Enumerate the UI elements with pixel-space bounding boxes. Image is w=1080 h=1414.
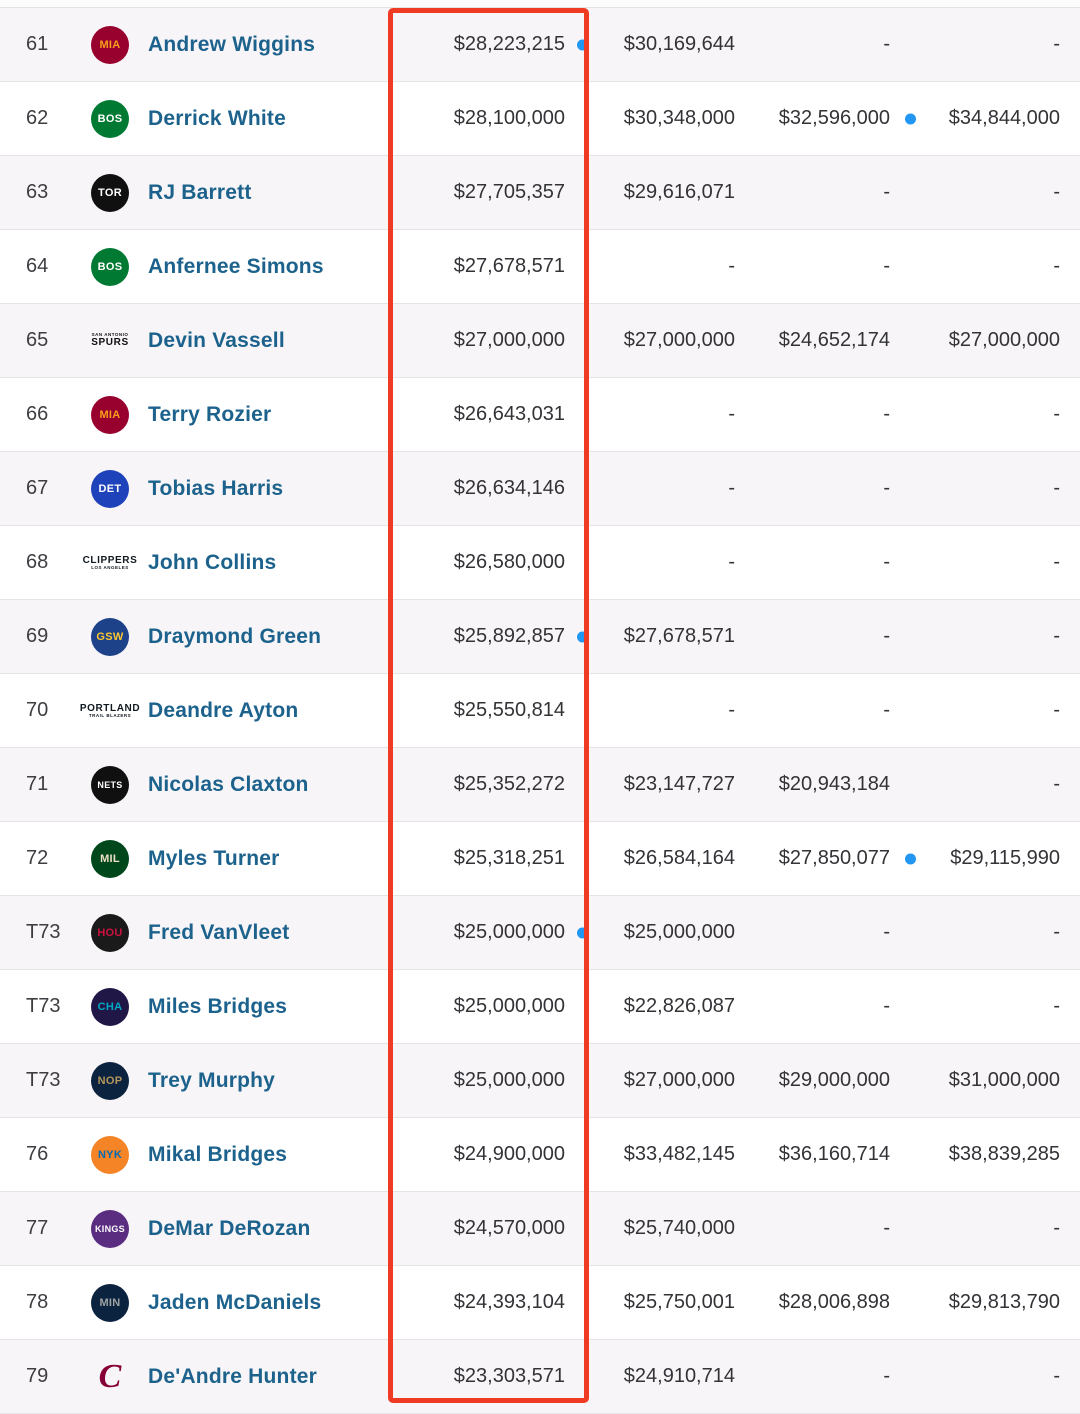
player-option-dot-icon: [577, 39, 588, 50]
salary-cell-year-3: [735, 847, 890, 870]
table-row: [0, 156, 1080, 230]
salary-cell-year-3: [735, 1143, 890, 1166]
team-logo-cell: [88, 840, 132, 878]
player-name-link[interactable]: Andrew Wiggins: [148, 32, 316, 56]
salary-cell-year-2: [588, 1069, 735, 1092]
rank-cell: 69: [26, 625, 49, 647]
salary-cell-year-2: [588, 551, 735, 574]
boston-celtics-logo: BOS: [91, 248, 129, 286]
salary-value: $29,115,990: [950, 847, 1060, 869]
table-row: [0, 1044, 1080, 1118]
team-logo-cell: [88, 988, 132, 1026]
salary-value: $31,000,000: [948, 1069, 1060, 1091]
salary-value: $25,000,000: [453, 921, 565, 943]
salary-value: $26,634,146: [453, 477, 565, 499]
salary-cell-year-3: [735, 773, 890, 796]
salary-cell-year-1: [388, 181, 588, 204]
salary-cell-year-1: [388, 33, 588, 56]
team-logo-cell: [88, 914, 132, 952]
team-logo-cell: [88, 1136, 132, 1174]
salary-value: -: [883, 921, 890, 943]
rank-cell: 78: [26, 1291, 49, 1313]
salary-value: $25,352,272: [453, 773, 565, 795]
rank-cell: 64: [26, 255, 49, 277]
detroit-pistons-logo: DET: [91, 470, 129, 508]
salary-cell-year-4: [890, 1291, 1060, 1314]
salary-cell-year-1: [388, 699, 588, 722]
houston-rockets-logo: HOU: [91, 914, 129, 952]
salary-cell-year-1: [388, 107, 588, 130]
salary-value: -: [883, 995, 890, 1017]
salary-cell-year-1: [388, 1069, 588, 1092]
salary-cell-year-1: [388, 329, 588, 352]
salary-value: $23,303,571: [453, 1365, 565, 1387]
player-name-link[interactable]: RJ Barrett: [148, 180, 252, 204]
salary-cell-year-3: [735, 921, 890, 944]
salary-value: $26,643,031: [453, 403, 565, 425]
rank-cell: 77: [26, 1217, 49, 1239]
salary-cell-year-4: [890, 255, 1060, 278]
minnesota-timberwolves-logo: MIN: [91, 1284, 129, 1322]
player-option-dot-icon: [905, 113, 916, 124]
salary-value: -: [883, 699, 890, 721]
player-name-link[interactable]: De'Andre Hunter: [148, 1364, 318, 1388]
salary-value: -: [1053, 773, 1060, 795]
team-logo-cell: [88, 26, 132, 64]
salary-value: -: [1053, 1217, 1060, 1239]
salary-value: $25,892,857: [453, 625, 565, 647]
rank-cell: 63: [26, 181, 49, 203]
salary-value: $27,850,077: [778, 847, 890, 869]
salary-value: $24,652,174: [778, 329, 890, 351]
miami-heat-logo: MIA: [91, 26, 129, 64]
salary-value: -: [728, 551, 735, 573]
salary-value: $36,160,714: [778, 1143, 890, 1165]
salary-cell-year-3: [735, 403, 890, 426]
player-name-link[interactable]: Derrick White: [148, 106, 286, 130]
player-name-link[interactable]: John Collins: [148, 550, 277, 574]
salary-value: -: [1053, 921, 1060, 943]
portland-trail-blazers-logo: PORTLAND TRAIL BLAZERS: [79, 702, 141, 718]
salary-value: -: [883, 255, 890, 277]
boston-celtics-logo: BOS: [91, 100, 129, 138]
salary-cell-year-4: [890, 625, 1060, 648]
salary-value: $25,000,000: [453, 995, 565, 1017]
la-clippers-logo: CLIPPERS LOS ANGELES: [82, 554, 138, 570]
player-name-link[interactable]: Terry Rozier: [148, 402, 272, 426]
salary-value: -: [728, 403, 735, 425]
player-name-link[interactable]: DeMar DeRozan: [148, 1216, 311, 1240]
player-name-link[interactable]: Nicolas Claxton: [148, 772, 309, 796]
table-row: [0, 1340, 1080, 1414]
salary-value: $29,813,790: [948, 1291, 1060, 1313]
salary-value: -: [1053, 625, 1060, 647]
salary-cell-year-2: [588, 773, 735, 796]
player-option-dot-icon: [577, 927, 588, 938]
player-name-link[interactable]: Tobias Harris: [148, 476, 284, 500]
salary-value: -: [883, 1217, 890, 1239]
salary-cell-year-4: [890, 1217, 1060, 1240]
table-row: [0, 8, 1080, 82]
salary-cell-year-4: [890, 1365, 1060, 1388]
salary-value: -: [1053, 33, 1060, 55]
salary-value: -: [1053, 699, 1060, 721]
table-row: [0, 600, 1080, 674]
salary-value: $30,169,644: [623, 33, 735, 55]
player-name-link[interactable]: Devin Vassell: [148, 328, 285, 352]
salary-cell-year-2: [588, 181, 735, 204]
salary-value: -: [1053, 551, 1060, 573]
table-row: [0, 970, 1080, 1044]
table-row: [0, 452, 1080, 526]
team-logo-cell: [88, 100, 132, 138]
salary-cell-year-2: [588, 847, 735, 870]
salary-value: $32,596,000: [778, 107, 890, 129]
salary-cell-year-3: [735, 1217, 890, 1240]
sacramento-kings-logo: KINGS: [91, 1210, 129, 1248]
salary-cell-year-2: [588, 625, 735, 648]
rank-cell: T73: [26, 995, 61, 1017]
table-row: [0, 378, 1080, 452]
salary-value: -: [883, 33, 890, 55]
salary-value: $27,705,357: [453, 181, 565, 203]
rank-cell: 79: [26, 1365, 49, 1387]
salary-cell-year-4: [890, 181, 1060, 204]
salary-value: $34,844,000: [948, 107, 1060, 129]
salary-cell-year-1: [388, 773, 588, 796]
salary-cell-year-1: [388, 847, 588, 870]
player-option-dot-icon: [905, 853, 916, 864]
team-logo-cell: [88, 1062, 132, 1100]
salary-value: -: [1053, 403, 1060, 425]
salary-cell-year-1: [388, 1217, 588, 1240]
player-name-link[interactable]: Miles Bridges: [148, 994, 288, 1018]
player-name-link[interactable]: Draymond Green: [148, 624, 322, 648]
salary-cell-year-3: [735, 1069, 890, 1092]
salary-value: -: [728, 699, 735, 721]
salary-cell-year-1: [388, 551, 588, 574]
rank-cell: 71: [26, 773, 49, 795]
salary-value: $30,348,000: [623, 107, 735, 129]
salary-cell-year-3: [735, 255, 890, 278]
salary-cell-year-1: [388, 1291, 588, 1314]
salary-value: $23,147,727: [623, 773, 735, 795]
salary-cell-year-4: [890, 699, 1060, 722]
table-row: [0, 1118, 1080, 1192]
charlotte-hornets-logo: CHA: [91, 988, 129, 1026]
salary-cell-year-2: [588, 921, 735, 944]
salary-cell-year-2: [588, 477, 735, 500]
salary-value: -: [1053, 995, 1060, 1017]
team-logo-cell: [82, 554, 138, 571]
table-row: [0, 896, 1080, 970]
salary-cell-year-2: [588, 995, 735, 1018]
salary-table: [0, 8, 1080, 1414]
salary-cell-year-1: [388, 921, 588, 944]
team-logo-cell: [88, 1210, 132, 1248]
salary-value: $24,393,104: [453, 1291, 565, 1313]
salary-cell-year-4: [890, 477, 1060, 500]
salary-value: $27,678,571: [623, 625, 735, 647]
team-logo-cell: [88, 618, 132, 656]
team-logo-cell: [88, 396, 132, 434]
salary-value: $27,000,000: [948, 329, 1060, 351]
salary-cell-year-4: [890, 33, 1060, 56]
salary-cell-year-2: [588, 699, 735, 722]
salary-value: -: [883, 403, 890, 425]
salary-value: $26,580,000: [453, 551, 565, 573]
table-row: [0, 1266, 1080, 1340]
salary-value: -: [1053, 181, 1060, 203]
player-name-link[interactable]: Mikal Bridges: [148, 1142, 288, 1166]
salary-value: $22,826,087: [623, 995, 735, 1017]
rank-cell: 65: [26, 329, 49, 351]
previous-row-sliver: [0, 0, 1080, 8]
salary-value: -: [1053, 255, 1060, 277]
team-logo-cell: [88, 1284, 132, 1322]
salary-cell-year-2: [588, 33, 735, 56]
salary-cell-year-3: [735, 995, 890, 1018]
salary-cell-year-3: [735, 1291, 890, 1314]
rank-cell: 62: [26, 107, 49, 129]
table-row: [0, 82, 1080, 156]
salary-cell-year-3: [735, 33, 890, 56]
salary-cell-year-2: [588, 107, 735, 130]
table-row: [0, 230, 1080, 304]
player-name-link[interactable]: Fred VanVleet: [148, 920, 290, 944]
salary-value: -: [883, 477, 890, 499]
team-logo-cell: [88, 1357, 132, 1395]
salary-value: $24,570,000: [453, 1217, 565, 1239]
salary-value: $29,616,071: [623, 181, 735, 203]
salary-cell-year-4: [890, 403, 1060, 426]
rank-cell: 66: [26, 403, 49, 425]
rank-cell: 67: [26, 477, 49, 499]
toronto-raptors-logo: TOR: [91, 174, 129, 212]
salary-cell-year-4: [890, 1143, 1060, 1166]
salary-cell-year-4: [890, 773, 1060, 796]
salary-value: -: [883, 181, 890, 203]
salary-value: $29,000,000: [778, 1069, 890, 1091]
player-name-link[interactable]: Jaden McDaniels: [148, 1290, 322, 1314]
new-orleans-pelicans-logo: NOP: [91, 1062, 129, 1100]
salary-value: $25,740,000: [623, 1217, 735, 1239]
milwaukee-bucks-logo: MIL: [91, 840, 129, 878]
golden-state-warriors-logo: GSW: [91, 618, 129, 656]
table-row: [0, 304, 1080, 378]
team-logo-cell: [88, 333, 132, 349]
salary-cell-year-4: [890, 995, 1060, 1018]
player-option-dot-icon: [577, 631, 588, 642]
salary-value: $28,006,898: [778, 1291, 890, 1313]
salary-value: -: [1053, 477, 1060, 499]
salary-value: $27,000,000: [453, 329, 565, 351]
rank-cell: 70: [26, 699, 49, 721]
salary-cell-year-2: [588, 329, 735, 352]
salary-cell-year-3: [735, 477, 890, 500]
salary-cell-year-2: [588, 1217, 735, 1240]
team-logo-cell: [88, 766, 132, 804]
salary-value: $38,839,285: [948, 1143, 1060, 1165]
salary-cell-year-3: [735, 1365, 890, 1388]
table-row: [0, 526, 1080, 600]
salary-cell-year-3: [735, 551, 890, 574]
team-logo-cell: [79, 702, 141, 719]
new-york-knicks-logo: NYK: [91, 1136, 129, 1174]
rank-cell: T73: [26, 1069, 61, 1091]
rank-cell: T73: [26, 921, 61, 943]
salary-value: $26,584,164: [623, 847, 735, 869]
salary-value: $25,000,000: [623, 921, 735, 943]
salary-value: $27,000,000: [623, 329, 735, 351]
salary-value: -: [883, 551, 890, 573]
salary-cell-year-3: [735, 699, 890, 722]
salary-cell-year-1: [388, 477, 588, 500]
san-antonio-spurs-logo: SAN ANTONIO SPURS: [91, 331, 129, 349]
player-name-link[interactable]: Myles Turner: [148, 846, 280, 870]
cleveland-cavaliers-logo: C: [98, 1357, 122, 1395]
salary-cell-year-3: [735, 329, 890, 352]
brooklyn-nets-logo: NETS: [91, 766, 129, 804]
salary-value: $24,910,714: [623, 1365, 735, 1387]
salary-value: $25,000,000: [453, 1069, 565, 1091]
salary-cell-year-2: [588, 403, 735, 426]
salary-value: $33,482,145: [623, 1143, 735, 1165]
salary-cell-year-4: [890, 1069, 1060, 1092]
salary-cell-year-2: [588, 255, 735, 278]
salary-value: -: [728, 255, 735, 277]
rank-cell: 76: [26, 1143, 49, 1165]
player-name-link[interactable]: Deandre Ayton: [148, 698, 299, 722]
team-logo-cell: [88, 248, 132, 286]
salary-cell-year-4: [890, 107, 1060, 130]
miami-heat-logo: MIA: [91, 396, 129, 434]
salary-value: -: [1053, 1365, 1060, 1387]
salary-cell-year-4: [890, 847, 1060, 870]
salary-cell-year-3: [735, 181, 890, 204]
salary-cell-year-4: [890, 551, 1060, 574]
salary-cell-year-1: [388, 995, 588, 1018]
team-logo-cell: [88, 174, 132, 212]
salary-cell-year-3: [735, 625, 890, 648]
salary-cell-year-2: [588, 1365, 735, 1388]
salary-value: $20,943,184: [778, 773, 890, 795]
salary-cell-year-1: [388, 255, 588, 278]
salary-value: $25,318,251: [453, 847, 565, 869]
salary-value: -: [883, 1365, 890, 1387]
salary-value: -: [728, 477, 735, 499]
rank-cell: 72: [26, 847, 49, 869]
salary-value: $25,750,001: [623, 1291, 735, 1313]
player-name-link[interactable]: Trey Murphy: [148, 1068, 276, 1092]
salary-value: $27,000,000: [623, 1069, 735, 1091]
table-row: [0, 674, 1080, 748]
salary-cell-year-1: [388, 1365, 588, 1388]
player-name-link[interactable]: Anfernee Simons: [148, 254, 324, 278]
rank-cell: 61: [26, 33, 49, 55]
salary-cell-year-1: [388, 1143, 588, 1166]
salary-cell-year-1: [388, 625, 588, 648]
table-row: [0, 822, 1080, 896]
salary-value: -: [883, 625, 890, 647]
salary-value: $28,100,000: [453, 107, 565, 129]
salary-cell-year-2: [588, 1291, 735, 1314]
table-row: [0, 748, 1080, 822]
rank-cell: 68: [26, 551, 49, 573]
team-logo-cell: [88, 470, 132, 508]
salary-cell-year-1: [388, 403, 588, 426]
salary-cell-year-2: [588, 1143, 735, 1166]
salary-value: $25,550,814: [453, 699, 565, 721]
salary-cell-year-4: [890, 921, 1060, 944]
salary-value: $24,900,000: [453, 1143, 565, 1165]
salary-value: $28,223,215: [453, 33, 565, 55]
salary-value: $27,678,571: [453, 255, 565, 277]
table-row: [0, 1192, 1080, 1266]
salary-cell-year-3: [735, 107, 890, 130]
salary-cell-year-4: [890, 329, 1060, 352]
